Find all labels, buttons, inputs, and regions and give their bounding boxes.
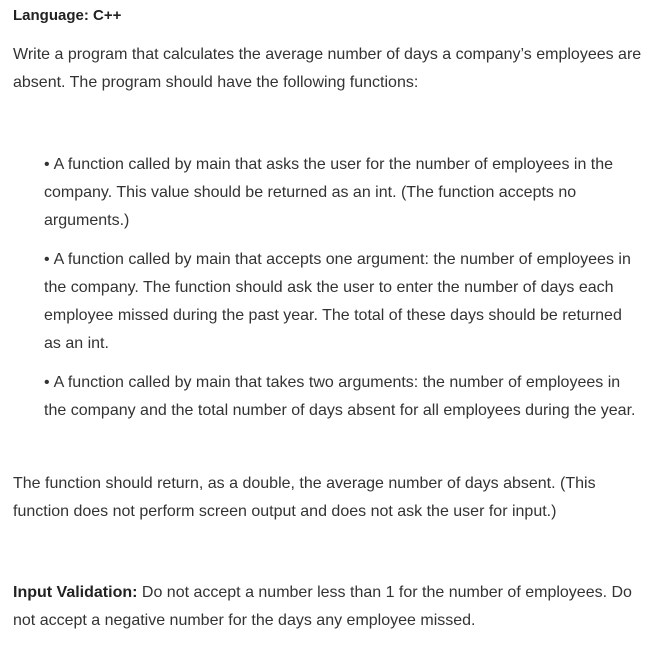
language-label: Language: C++ — [13, 7, 122, 24]
list-item-text: A function called by main that takes two arguments: the number of employees in the company and the total number of days absent for all employees during the year. — [44, 374, 636, 419]
input-validation-label: Input Validation: — [13, 584, 138, 601]
list-item — [44, 246, 640, 358]
problem-statement — [13, 2, 643, 635]
intro-paragraph: Write a program that calculates the average number of days a company’s employees are absent. The program should have the following functions: — [13, 46, 642, 91]
bullet-icon: • — [44, 156, 50, 173]
return-paragraph: The function should return, as a double, the average number of days absent. (This function does not perform screen output and does not ask the user for input.) — [13, 475, 596, 520]
bullet-icon: • — [44, 251, 50, 268]
list-item — [44, 151, 640, 235]
function-list — [44, 151, 640, 425]
list-item-text: A function called by main that accepts one argument: the number of employees in the company. The function should ask the user to enter the number of days each employee missed during the past year. The total of these days should be returned as an int. — [44, 251, 631, 352]
input-validation-paragraph — [13, 579, 643, 635]
input-validation-text: Do not accept a number less than 1 for the number of employees. Do not accept a negative number for the days any employee missed. — [13, 584, 632, 629]
bullet-icon: • — [44, 374, 50, 391]
list-item-text: A function called by main that asks the user for the number of employees in the company. This value should be returned as an int. (The function accepts no arguments.) — [44, 156, 614, 229]
list-item — [44, 369, 640, 425]
